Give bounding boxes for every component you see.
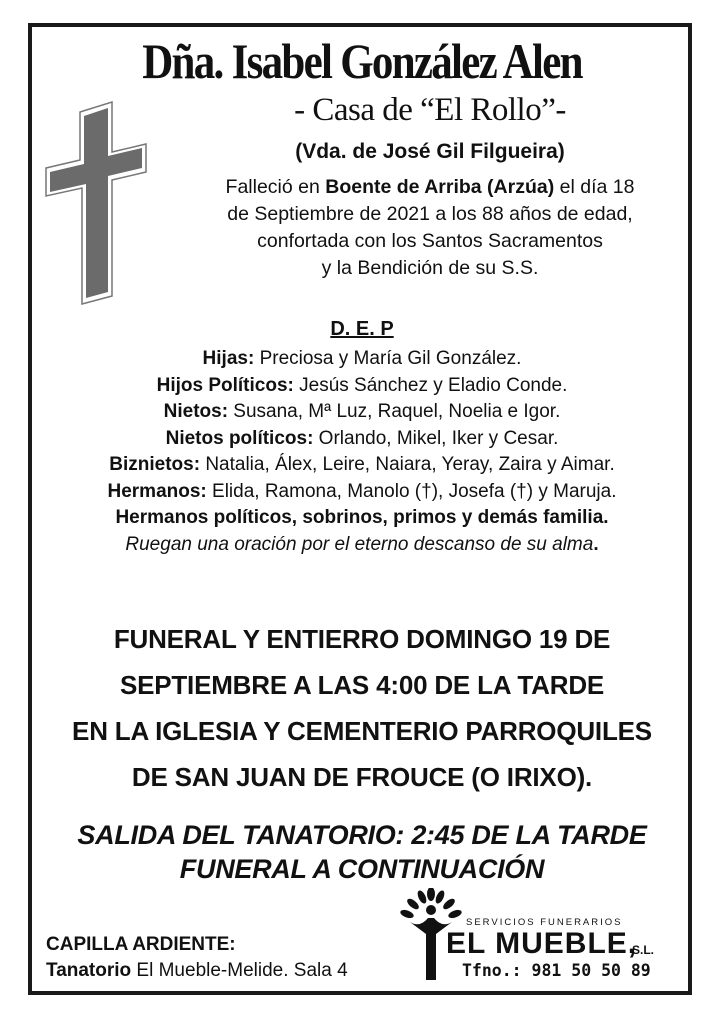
prayer-line xyxy=(0,532,724,559)
cross-icon xyxy=(42,100,152,306)
chapel-info xyxy=(46,932,348,984)
departure-details xyxy=(0,818,724,886)
deceased-name: Dña. Isabel González Alen xyxy=(142,33,582,89)
family-label: Hijos Políticos: xyxy=(156,374,294,396)
departure-line: SALIDA DEL TANATORIO: 2:45 DE LA TARDE xyxy=(77,820,647,850)
prayer-end: . xyxy=(593,533,599,555)
family-row xyxy=(0,452,724,479)
death-line-2: de Septiembre de 2021 a los 88 años de edad, xyxy=(227,203,633,225)
chapel-place: El Mueble-Melide. Sala 4 xyxy=(131,960,348,981)
death-details xyxy=(150,174,710,282)
family-rest-text: Hermanos políticos, sobrinos, primos y demás familia. xyxy=(115,507,609,528)
family-row xyxy=(0,346,724,373)
chapel-label: Tanatorio xyxy=(46,960,132,981)
family-list xyxy=(0,346,724,558)
logo-suffix: S.L. xyxy=(632,943,655,957)
funeral-line: DE SAN JUAN DE FROUCE (O IRIXO). xyxy=(131,762,593,792)
family-row xyxy=(0,399,724,426)
family-label: Hermanos: xyxy=(107,480,207,502)
family-names: Jesús Sánchez y Eladio Conde. xyxy=(293,374,568,396)
family-names: Orlando, Mikel, Iker y Cesar. xyxy=(313,427,559,449)
house-name: - Casa de “El Rollo”- xyxy=(294,92,566,128)
family-names: Natalia, Álex, Leire, Naiara, Yeray, Zaira y Aimar. xyxy=(200,454,615,475)
logo-tagline: SERVICIOS FUNERARIOS xyxy=(466,917,623,928)
death-line-1 xyxy=(150,174,710,201)
logo-phone: Tfno.: 981 50 50 89 xyxy=(462,961,651,980)
family-names: Preciosa y María Gil González. xyxy=(254,348,522,369)
family-label: Hijas: xyxy=(202,348,255,369)
death-line-4: y la Bendición de su S.S. xyxy=(321,257,539,279)
departure-line: FUNERAL A CONTINUACIÓN xyxy=(179,854,545,884)
death-text: Falleció en xyxy=(225,176,326,198)
family-row xyxy=(0,426,724,453)
death-line-3: confortada con los Santos Sacramentos xyxy=(257,230,603,252)
prayer-text: Ruegan una oración por el eterno descanso de su alma xyxy=(125,533,594,555)
funeral-line: SEPTIEMBRE A LAS 4:00 DE LA TARDE xyxy=(119,670,605,700)
funeral-line: EN LA IGLESIA Y CEMENTERIO PARROQUILES xyxy=(72,716,652,746)
family-row xyxy=(0,479,724,506)
family-label: Biznietos: xyxy=(109,454,201,475)
dep-heading: D. E. P xyxy=(330,318,394,340)
family-rest xyxy=(0,505,724,532)
chapel-title: CAPILLA ARDIENTE: xyxy=(46,934,236,955)
death-place: Boente de Arriba (Arzúa) xyxy=(325,176,555,198)
family-label: Nietos: xyxy=(163,401,229,422)
death-day: el día 18 xyxy=(554,176,635,198)
family-label: Nietos políticos: xyxy=(165,427,314,449)
logo-name: EL MUEBLE, xyxy=(446,927,638,960)
family-names: Elida, Ramona, Manolo (†), Josefa (†) y Maruja. xyxy=(206,480,617,502)
family-names: Susana, Mª Luz, Raquel, Noelia e Igor. xyxy=(228,401,561,422)
funeral-line: FUNERAL Y ENTIERRO DOMINGO 19 DE xyxy=(113,624,611,654)
funeral-details xyxy=(0,616,724,800)
widow-of: (Vda. de José Gil Filgueira) xyxy=(295,140,565,163)
family-row xyxy=(0,373,724,400)
